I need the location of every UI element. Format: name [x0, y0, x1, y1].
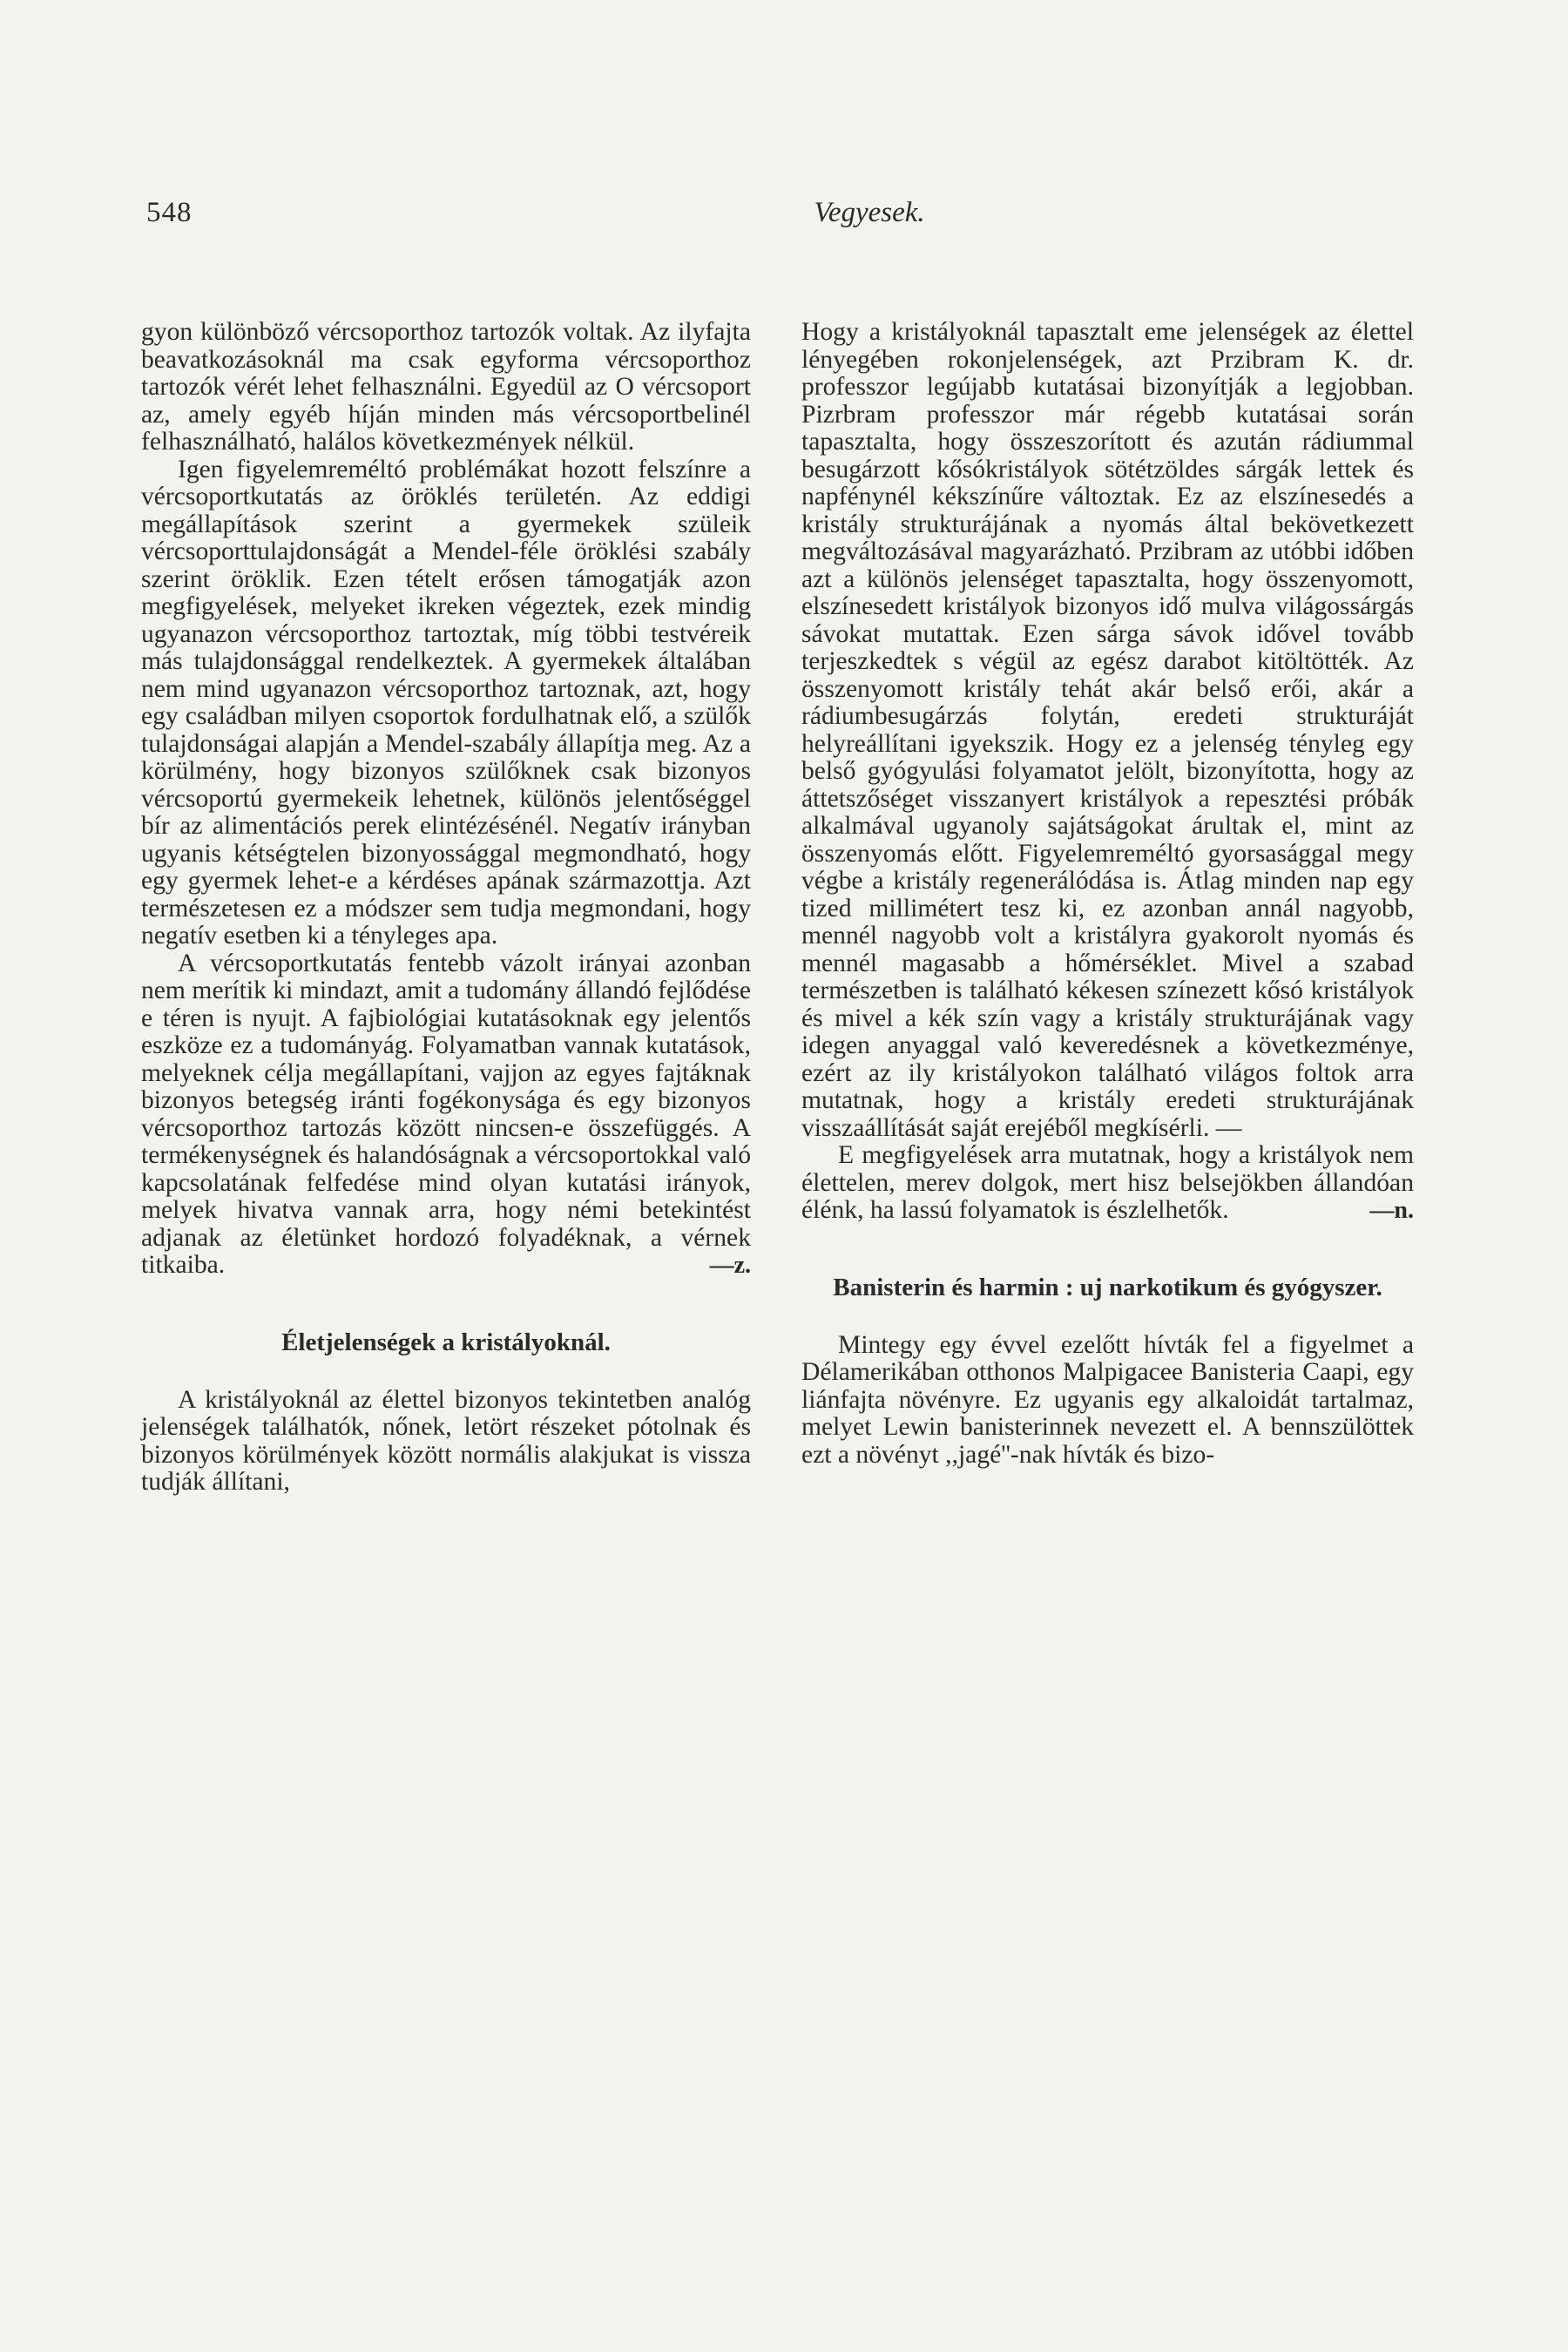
author-signature: —z.	[709, 1252, 751, 1279]
paragraph: gyon különböző vércsoporthoz tartozók voltak. Az ilyfajta beavatkozásoknál ma csak egyforma vércsoporthoz tartozók vérét lehet felhasználni. Egyedül az O vércsoport az, amely egyéb híján minden más vércsoportbelinél felhasználható, halálos következmények nélkül.	[141, 318, 751, 456]
paragraph: E megfigyelések arra mutatnak, hogy a kristályok nem élettelen, merev dolgok, mert hisz belsejökben állandóan élénk, ha lassú folyamatok is észlelhetők.	[801, 1141, 1414, 1224]
author-signature: —n.	[1369, 1197, 1414, 1224]
paragraph: Hogy a kristályoknál tapasztalt eme jelenségek az élettel lényegében rokonjelenségek, azt Przibram K. dr. professzor legújabb kutatásai bizonyítják a legjobban. Pizrbram professzor már régebb kutatásai során tapasztalta, hogy összeszorított és azután rádiummal besugárzott kősókristályok sötétzöldes sárgák lettek és napfénynél kékszínűre változtak. Ez az elszínesedés a kristály strukturájának a nyomás által bekövetkezett megváltozásával magyarázható. Przibram az utóbbi időben azt a különös jelenséget tapasztalta, hogy összenyomott, elszínesedett kristályok bizonyos idő mulva világossárgás sávokat mutattak. Ezen sárga sávok idővel tovább terjeszkedtek s végül az egész darabot kitöltötték. Az összenyomott kristály tehát akár belső erői, akár a rádiumbesugárzás folytán, eredeti strukturáját helyreállítani igyekszik. Hogy ez a jelenség tényleg egy belső gyógyulási folyamatot jelölt, bizonyította, hogy az áttetszőséget visszanyert kristályok a repesztési próbák alkalmával ugyanoly sajátságokat árultak el, mint az összenyomás előtt. Figyelemreméltó gyorsasággal megy végbe a kristály regenerálódása is. Átlag minden nap egy tized millimétert tesz ki, ez azonban annál nagyobb, mennél nagyobb volt a kristályra gyakorolt nyomás és mennél magasabb a hőmérséklet. Mivel a szabad természetben is található kékesen színezett kősó kristályok és mivel a kék szín vagy a kristály strukturájának vagy idegen anyaggal való keveredésnek a következménye, ezért az ily kristályokon található világos foltok arra mutatnak, hogy a kristály eredeti strukturájának visszaállítását saját erejéből megkísérli. —	[801, 318, 1414, 1142]
paragraph: Mintegy egy évvel ezelőtt hívták fel a figyelmet a Délamerikában otthonos Malpigacee Banisteria Caapi, egy liánfajta növényre. Ez ugyanis egy alkaloidát tartalmaz, melyet Lewin banisterinnek nevezett el. A bennszülöttek ezt a növényt ,,jagé''-nak hívták és bizo-	[801, 1330, 1414, 1469]
paragraph: A kristályoknál az élettel bizonyos tekintetben analóg jelenségek találhatók, nőnek, letört részeket pótolnak és bizonyos körülmények között normális alakjukat is vissza tudják állítani,	[141, 1385, 751, 1496]
running-title: Vegyesek.	[814, 197, 925, 228]
paragraph: A vércsoportkutatás fentebb vázolt irányai azonban nem merítik ki mindazt, amit a tudomány állandó fejlődése e téren is nyujt. A fajbiológiai kutatásoknak egy jelentős eszköze ez a tudományág. Folyamatban vannak kutatások, melyeknek célja megállapítani, vajjon az egyes fajtáknak bizonyos betegség iránti fogékonysága és egy bizonyos vércsoporthoz tartozás között nincsen-e összefüggés. A termékenységnek és halandóságnak a vércsoportokkal való kapcsolatának felfedése mind olyan kutatási irányok, melyek hivatva vannak arra, hogy némi betekintést adjanak az életünket hordozó folyadéknak, a vérnek titkaiba.	[141, 949, 751, 1279]
page-header	[146, 197, 1423, 240]
paragraph: Igen figyelemreméltó problémákat hozott felszínre a vércsoportkutatás az öröklés területén. Az eddigi megállapítások szerint a gyermekek szüleik vércsoporttulajdonságát a Mendel-féle öröklési szabály szerint öröklik. Ezen tételt erősen támogatják azon megfigyelések, melyeket ikreken végeztek, ezek mindig ugyanazon vércsoporthoz tartoztak, míg többi testvéreik más tulajdonsággal rendelkeztek. A gyermekek általában nem mind ugyanazon vércsoporthoz tartoznak, azt, hogy egy családban milyen csoportok fordulhatnak elő, a szülők tulajdonságai alapján a Mendel-szabály állapítja meg. Az a körülmény, hogy bizonyos szülőknek csak bizonyos vércsoportú gyermekeik lehetnek, különös jelentőséggel bír az alimentációs perek elintézésénél. Negatív irányban ugyanis kétségtelen bizonyossággal megmondható, hogy egy gyermek lehet-e a kérdéses apának származottja. Azt természetesen ez a módszer sem tudja megmondani, hogy negatív esetben ki a tényleges apa.	[141, 455, 751, 950]
section-heading: Életjelenségek a kristályoknál.	[281, 1328, 611, 1356]
right-column	[801, 319, 1414, 1469]
section-heading: Banisterin és harmin : uj narkotikum és gyógyszer.	[833, 1273, 1382, 1301]
page-number: 548	[146, 197, 193, 228]
left-column	[141, 319, 751, 1497]
